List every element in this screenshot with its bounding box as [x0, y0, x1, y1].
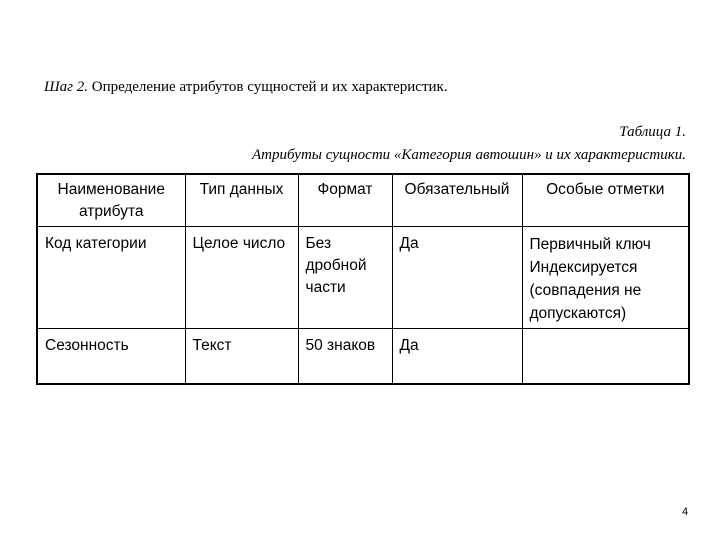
cell-attribute-name: Сезонность: [37, 329, 185, 384]
header-data-type: Тип данных: [185, 174, 298, 227]
cell-required: Да: [392, 227, 522, 329]
table-caption: [252, 121, 686, 167]
table-number: Таблица 1.: [619, 124, 686, 140]
note-line: Первичный ключ: [529, 236, 651, 253]
header-attribute-name: Наименование атрибута: [37, 174, 185, 227]
cell-format: 50 знаков: [298, 329, 392, 384]
step-label: Шаг 2.: [44, 79, 88, 95]
cell-data-type: Целое число: [185, 227, 298, 329]
table-header-row: [37, 174, 689, 227]
cell-format: Без дробной части: [298, 227, 392, 329]
step-heading: [44, 79, 448, 96]
cell-data-type: Текст: [185, 329, 298, 384]
cell-attribute-name: Код категории: [37, 227, 185, 329]
step-text: Определение атрибутов сущностей и их характеристик.: [88, 79, 448, 95]
header-format: Формат: [298, 174, 392, 227]
cell-special-notes: [522, 329, 689, 384]
cell-special-notes: [522, 227, 689, 329]
note-line: Индексируется (совпадения не допускаются): [529, 259, 642, 322]
table-row: [37, 227, 689, 329]
header-required: Обязательный: [392, 174, 522, 227]
table-title: Атрибуты сущности «Категория автошин» и их характеристики.: [251, 147, 686, 163]
header-special-notes: Особые отметки: [522, 174, 689, 227]
attributes-table: [36, 173, 690, 385]
table-row: [37, 329, 689, 384]
page-number: 4: [682, 506, 689, 518]
cell-required: Да: [392, 329, 522, 384]
